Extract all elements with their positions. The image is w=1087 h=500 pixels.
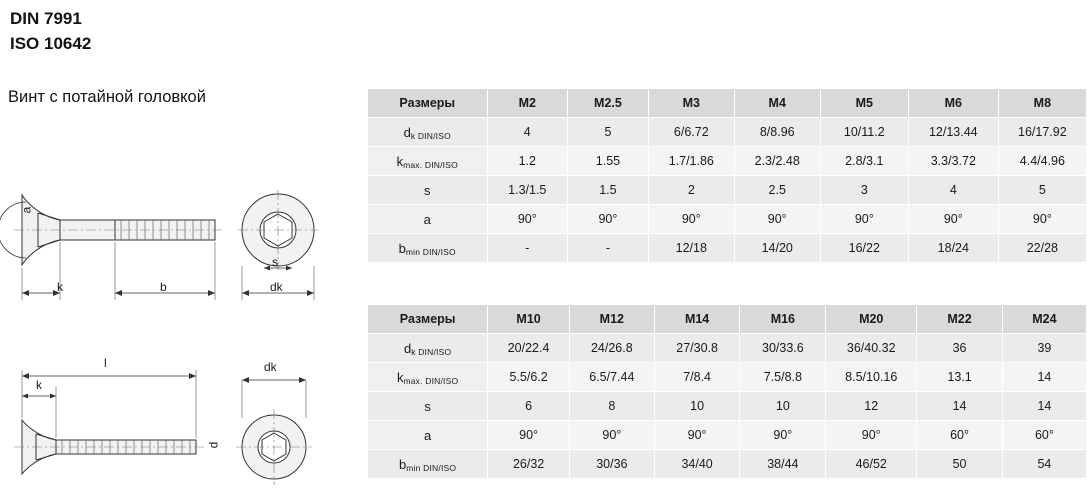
table-cell: 6/6.72 (648, 118, 734, 147)
table-cell: 8.5/10.16 (826, 363, 917, 392)
table-cell: 90° (998, 205, 1086, 234)
row-label-s (368, 392, 488, 421)
table-cell: 6.5/7.44 (569, 363, 654, 392)
label-angle-a: a (19, 206, 34, 214)
row-label-a (368, 421, 488, 450)
dimensions-table-1-wrap (367, 88, 1087, 263)
table-header-M3: M3 (648, 89, 734, 118)
table-cell: 36 (917, 334, 1003, 363)
table-cell: 90° (820, 205, 908, 234)
label-dim-b: b (160, 280, 167, 294)
row-label-b (368, 450, 488, 479)
table-cell: 1.7/1.86 (648, 147, 734, 176)
row-label-main: b (398, 240, 406, 256)
row-label-main: k (396, 153, 404, 169)
table-cell: 14/20 (734, 234, 820, 263)
table-cell: 27/30.8 (654, 334, 740, 363)
table-cell: 12 (826, 392, 917, 421)
table-cell: 2 (648, 176, 734, 205)
table-cell: 39 (1002, 334, 1086, 363)
drawing-top-endview (236, 150, 346, 310)
table-cell: 1.5 (568, 176, 649, 205)
table-row (368, 421, 1087, 450)
table-header-M2.5: M2.5 (568, 89, 649, 118)
table-cell: 8/8.96 (734, 118, 820, 147)
row-label-main: a (424, 427, 432, 443)
table-cell: 2.8/3.1 (820, 147, 908, 176)
table-row (368, 392, 1087, 421)
standard-iso: ISO 10642 (10, 34, 92, 53)
label-dim-l: l (104, 356, 107, 370)
table-cell: 5 (998, 176, 1086, 205)
table-header-M6: M6 (908, 89, 998, 118)
table-cell: 30/33.6 (740, 334, 826, 363)
label-dim-k-bottom: k (36, 378, 42, 392)
table-cell: 7.5/8.8 (740, 363, 826, 392)
row-label-sub: max. DIN/ISO (403, 375, 459, 386)
row-label-main: k (396, 369, 404, 385)
table-cell: 2.5 (734, 176, 820, 205)
table-cell: 3.3/3.72 (908, 147, 998, 176)
left-panel (0, 0, 360, 500)
table-cell: 7/8.4 (654, 363, 740, 392)
dimensions-table-1 (367, 88, 1087, 263)
table-cell: 4 (487, 118, 568, 147)
table-cell: 90° (740, 421, 826, 450)
table-cell: 6 (488, 392, 570, 421)
table-row (368, 450, 1087, 479)
table-header-M2: M2 (487, 89, 568, 118)
table-cell: 36/40.32 (826, 334, 917, 363)
table-cell: 90° (569, 421, 654, 450)
screw-end-view-bottom-svg (222, 352, 342, 497)
table-cell: 4 (908, 176, 998, 205)
table-row (368, 363, 1087, 392)
row-label-d (368, 334, 488, 363)
table-cell: 14 (1002, 363, 1086, 392)
table-header-M8: M8 (998, 89, 1086, 118)
table-cell: 46/52 (826, 450, 917, 479)
table-header-M10: M10 (488, 305, 570, 334)
label-end-dk-bottom: dk (264, 360, 277, 374)
table-header-row (368, 305, 1087, 334)
label-end-dk: dk (270, 280, 283, 294)
row-label-main: d (403, 124, 411, 140)
row-label-main: d (403, 340, 412, 356)
table-cell: 5.5/6.2 (488, 363, 570, 392)
table-cell: 50 (917, 450, 1003, 479)
table-cell: 10/11.2 (820, 118, 908, 147)
row-label-main: s (424, 398, 431, 414)
table-cell: 4.4/4.96 (998, 147, 1086, 176)
row-label-b (368, 234, 488, 263)
row-label-sub: k DIN/ISO (411, 346, 452, 357)
table-row (368, 334, 1087, 363)
table-header-row (368, 89, 1087, 118)
drawing-bottom-endview (222, 352, 342, 497)
label-dim-k: k (57, 280, 63, 294)
table-header-M4: M4 (734, 89, 820, 118)
row-label-s (368, 176, 488, 205)
dimensions-table-2-wrap (367, 304, 1087, 479)
table-header-sizes: Размеры (368, 305, 488, 334)
product-subtitle: Винт с потайной головкой (8, 88, 206, 106)
row-label-k (368, 363, 488, 392)
table-cell: 14 (917, 392, 1003, 421)
table-cell: 12/18 (648, 234, 734, 263)
table-cell: 30/36 (569, 450, 654, 479)
table-cell: 38/44 (740, 450, 826, 479)
table-header-M12: M12 (569, 305, 654, 334)
table-cell: 90° (648, 205, 734, 234)
table-cell: 20/22.4 (488, 334, 570, 363)
table-cell: 13.1 (917, 363, 1003, 392)
table-cell: 1.3/1.5 (487, 176, 568, 205)
label-dim-d: d (206, 441, 221, 449)
label-end-s: s (272, 255, 278, 269)
row-label-k (368, 147, 488, 176)
table-cell: 8 (569, 392, 654, 421)
table-cell: 90° (487, 205, 568, 234)
table-cell: 26/32 (488, 450, 570, 479)
table-cell: 54 (1002, 450, 1086, 479)
table-cell: 2.3/2.48 (734, 147, 820, 176)
table-cell: 12/13.44 (908, 118, 998, 147)
table-cell: 60° (917, 421, 1003, 450)
table-header-M14: M14 (654, 305, 740, 334)
table-cell: 10 (654, 392, 740, 421)
table-header-M16: M16 (740, 305, 826, 334)
row-label-sub: min DIN/ISO (405, 246, 456, 257)
row-label-main: s (424, 182, 431, 198)
table-cell: 1.55 (568, 147, 649, 176)
dimensions-table-2 (367, 304, 1087, 479)
table-row (368, 205, 1087, 234)
table-header-M24: M24 (1002, 305, 1086, 334)
table-cell: 16/17.92 (998, 118, 1086, 147)
table-cell: 90° (908, 205, 998, 234)
table-header-M20: M20 (826, 305, 917, 334)
table-cell: 1.2 (487, 147, 568, 176)
table-cell: - (487, 234, 568, 263)
row-label-sub: k DIN/ISO (410, 130, 451, 141)
table-header-M5: M5 (820, 89, 908, 118)
row-label-sub: max. DIN/ISO (403, 159, 458, 170)
row-label-main: b (399, 456, 407, 472)
table-cell: - (568, 234, 649, 263)
row-label-main: a (423, 211, 431, 227)
standard-din: DIN 7991 (10, 9, 82, 28)
table-row (368, 176, 1087, 205)
table-cell: 18/24 (908, 234, 998, 263)
row-label-a (368, 205, 488, 234)
table-cell: 3 (820, 176, 908, 205)
table-cell: 14 (1002, 392, 1086, 421)
table-header-sizes: Размеры (368, 89, 488, 118)
table-cell: 90° (654, 421, 740, 450)
table-header-M22: M22 (917, 305, 1003, 334)
table-cell: 90° (568, 205, 649, 234)
table-cell: 90° (488, 421, 570, 450)
screw-end-view-top-svg (236, 150, 346, 310)
table-cell: 60° (1002, 421, 1086, 450)
table-row (368, 234, 1087, 263)
table-cell: 90° (734, 205, 820, 234)
row-label-sub: min DIN/ISO (406, 462, 457, 473)
table-row (368, 118, 1087, 147)
table-cell: 10 (740, 392, 826, 421)
table-cell: 90° (826, 421, 917, 450)
table-cell: 16/22 (820, 234, 908, 263)
table-row (368, 147, 1087, 176)
table-cell: 22/28 (998, 234, 1086, 263)
table-cell: 5 (568, 118, 649, 147)
table-cell: 24/26.8 (569, 334, 654, 363)
row-label-d (368, 118, 488, 147)
standard-title-block (10, 6, 91, 56)
table-cell: 34/40 (654, 450, 740, 479)
